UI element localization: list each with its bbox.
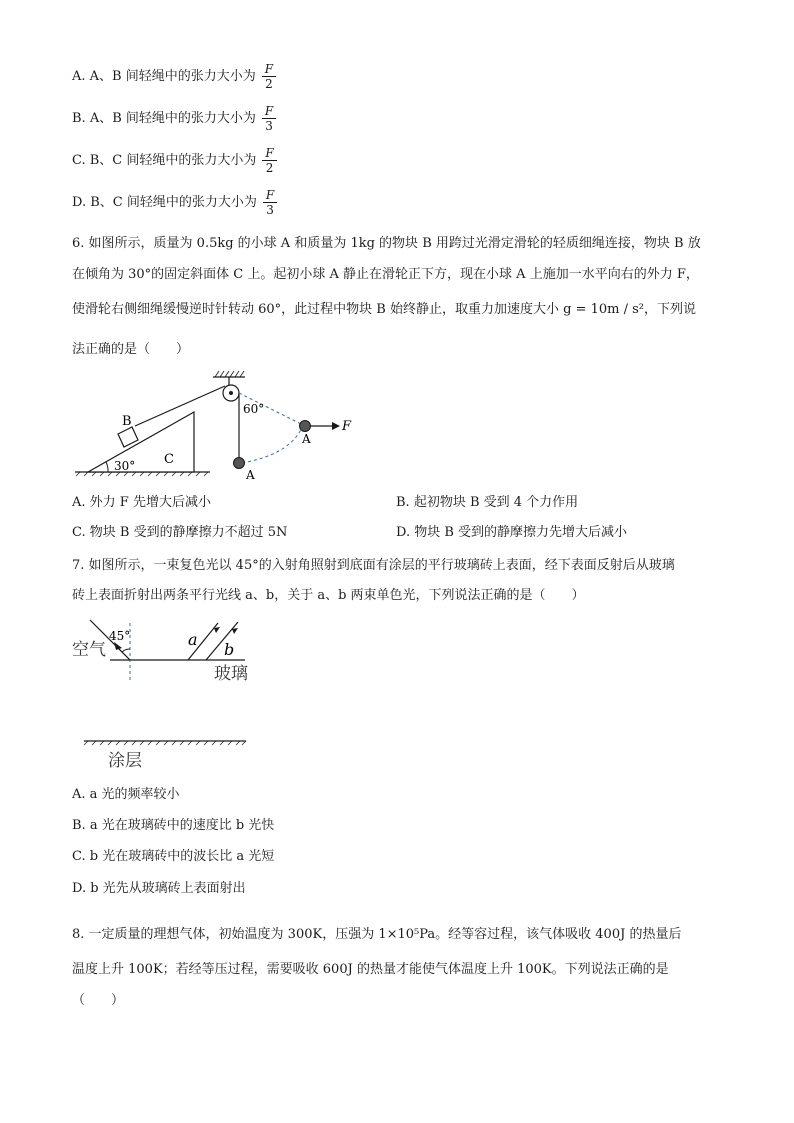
label-coating: 涂层: [108, 751, 142, 771]
fraction: $\frac{F}{3}$: [262, 104, 276, 133]
q6-stem-line-2: 在倾角为 30°的固定斜面体 C 上。起初小球 A 静止在滑轮正下方，现在小球 A 上施加一水平向右的外力 F，: [72, 267, 699, 282]
label-glass: 玻璃: [214, 664, 248, 684]
q6-option-c[interactable]: C. 物块 B 受到的静摩擦力不超过 5N: [72, 525, 288, 540]
q5-option-c[interactable]: C. B、C 间轻绳中的张力大小为 $\frac{F}{2}$: [72, 146, 277, 175]
q7-stem-line-2: 砖上表面折射出两条平行光线 a、b，关于 a、b 两束单色光，下列说法正确的是（ ）: [72, 588, 585, 603]
ceiling-hatch: [215, 371, 244, 377]
q6-figure: [70, 362, 360, 482]
q8-stem-line-3: （ ）: [72, 993, 125, 1008]
q8-stem-line-1: 8. 一定质量的理想气体，初始温度为 300K，压强为 1×10⁵Pa。经等容过程，该气体吸收 400J 的热量后: [72, 927, 682, 942]
fraction: $\frac{F}{2}$: [262, 146, 276, 175]
label-c: C: [164, 452, 174, 467]
block-b: [118, 427, 138, 447]
label-ray-a: a: [188, 630, 198, 649]
pulley-axle: [229, 391, 233, 395]
q5-option-a[interactable]: A. A、B 间轻绳中的张力大小为 $\frac{F}{2}$: [72, 62, 276, 91]
q8-stem-line-2: 温度上升 100K；若经等压过程，需要吸收 600J 的热量才能使气体温度上升 100K。下列说法正确的是: [72, 962, 669, 977]
incline-c: [88, 412, 194, 472]
ball-a-bottom: [234, 458, 245, 469]
trajectory-arc: [242, 425, 303, 463]
label-45-degree: 45°: [109, 629, 131, 643]
q6-option-d[interactable]: D. 物块 B 受到的静摩擦力先增大后减小: [396, 525, 628, 540]
q7-option-b[interactable]: B. a 光在玻璃砖中的速度比 b 光快: [72, 818, 275, 833]
q6-stem-line-4: 法正确的是（ ）: [72, 342, 190, 357]
fraction: $\frac{F}{2}$: [262, 62, 276, 91]
label-air: 空气: [72, 640, 106, 660]
ground-hatch: [76, 472, 208, 476]
q6-stem-line-3: 使滑轮右侧细绳缓慢逆时针转动 60°，此过程中物块 B 始终静止，取重力加速度大小 g = 10m / s²，下列说: [72, 302, 697, 317]
q7-option-a[interactable]: A. a 光的频率较小: [72, 787, 180, 802]
angle-45-arc: [122, 649, 130, 652]
label-a-right: A: [302, 432, 311, 446]
q7-stem-line-1: 7. 如图所示，一束复色光以 45°的入射角照射到底面有涂层的平行玻璃砖上表面，经下表面反射后从玻璃: [72, 558, 675, 573]
q7-option-d[interactable]: D. b 光先从玻璃砖上表面射出: [72, 881, 246, 896]
label-60-degree: 60°: [243, 402, 265, 416]
q7-figure: [70, 615, 270, 775]
q6-option-b[interactable]: B. 起初物块 B 受到 4 个力作用: [396, 495, 579, 510]
ray-a-arrowhead: [214, 627, 220, 633]
label-b: B: [122, 414, 132, 429]
q5-option-b[interactable]: B. A、B 间轻绳中的张力大小为 $\frac{F}{3}$: [72, 104, 276, 133]
label-f: F: [342, 419, 352, 434]
incident-arrowhead: [114, 642, 122, 650]
label-a-bottom: A: [246, 468, 255, 482]
q5-option-d[interactable]: D. B、C 间轻绳中的张力大小为 $\frac{F}{3}$: [72, 188, 277, 217]
q7-option-c[interactable]: C. b 光在玻璃砖中的波长比 a 光短: [72, 849, 275, 864]
q6-stem-line-1: 6. 如图所示，质量为 0.5kg 的小球 A 和质量为 1kg 的物块 B 用跨过光滑定滑轮的轻质细绳连接，物块 B 放: [72, 236, 701, 251]
ball-a-right: [300, 421, 311, 432]
ray-b-arrowhead: [232, 628, 238, 634]
label-30-degree: 30°: [114, 459, 136, 473]
force-arrowhead: [332, 422, 340, 430]
fraction: $\frac{F}{3}$: [263, 188, 277, 217]
q6-option-a[interactable]: A. 外力 F 先增大后减小: [72, 495, 211, 510]
label-ray-b: b: [224, 640, 235, 659]
